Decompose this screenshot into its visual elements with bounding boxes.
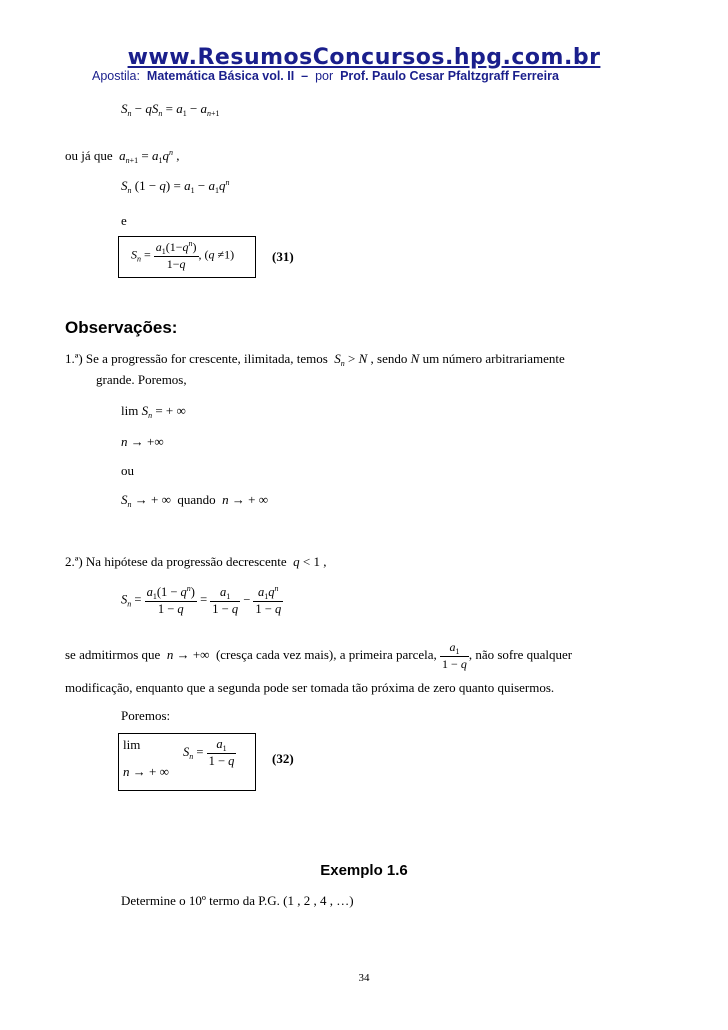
apostila-label: Apostila: bbox=[92, 69, 140, 83]
formula-32-lim: lim bbox=[123, 737, 141, 752]
e-connector: e bbox=[121, 213, 127, 228]
page-number: 34 bbox=[358, 972, 370, 984]
example-heading: Exemplo 1.6 bbox=[320, 862, 408, 879]
author: Prof. Paulo Cesar Pfaltzgraff Ferreira bbox=[340, 69, 559, 83]
sn-quando-line: $S_n$ → + ∞ quando n → + ∞ bbox=[121, 492, 268, 509]
equation-sn-diff: $S_n - qS_n = a_1 - a_{n+1}$ bbox=[121, 101, 220, 118]
observacoes-heading: Observações: bbox=[65, 318, 178, 337]
lim-sn-line: $\lim S_n$ = + ∞ bbox=[121, 403, 186, 420]
formula-32: $S_n$ = $\frac{a_1}{1 - q}$ bbox=[183, 737, 235, 768]
ou-ja-que-line: ou já que $a_{n+1} = a_1q^n$ , bbox=[65, 148, 180, 165]
equation-sn-factored: $S_n$ $(1 - q) = a_1 - a_1q^n$ bbox=[121, 178, 230, 195]
formula-31: $S_n$ = $\frac{a_1(1-q^n)}{1-q}$ , (q ≠1) bbox=[131, 239, 235, 271]
apostila-title: Matemática Básica vol. II bbox=[146, 69, 295, 83]
equation-number-31: (31) bbox=[272, 249, 294, 264]
example-statement: Determine o 10º termo da P.G. (1 , 2 , 4 , …) bbox=[121, 893, 354, 908]
obs1-line2: grande. Poremos, bbox=[96, 372, 187, 387]
se-admitirmos-line: se admitirmos que n → +∞ (cresça cada vez mais), a primeira parcela, $\frac{a_1}{1 - q}$ , não sofre qualquer bbox=[65, 640, 573, 671]
poremos-label: Poremos: bbox=[121, 708, 171, 723]
equation-number-32: (32) bbox=[272, 751, 294, 766]
formula-sn-split: $S_n$ = $\frac{a_1(1 - q^n)}{1 - q}$ = $\frac{a_1}{1 - q}$ − $\frac{a_1q^n}{1 - q}$ bbox=[121, 584, 282, 616]
ou-connector: ou bbox=[121, 463, 134, 478]
document-header bbox=[92, 69, 559, 83]
header-dash: – bbox=[301, 69, 309, 83]
site-url: www.ResumosConcursos.hpg.com.br bbox=[127, 45, 601, 70]
modificacao-line: modificação, enquanto que a segunda pode ser tomada tão próxima de zero quanto quisermos. bbox=[65, 680, 555, 695]
n-to-infinity: n → +∞ bbox=[121, 434, 164, 449]
header-por: por bbox=[315, 69, 334, 83]
formula-32-n-infinity: n → + ∞ bbox=[123, 764, 169, 779]
obs1-line1: 1.ª) Se a progressão for crescente, ilimitada, temos $S_n > N$ , sendo N um número arbitrariamente bbox=[65, 351, 565, 368]
ou-ja-que: ou já que bbox=[65, 148, 113, 163]
obs2-line: 2.ª) Na hipótese da progressão decrescente q < 1 , bbox=[65, 554, 327, 569]
